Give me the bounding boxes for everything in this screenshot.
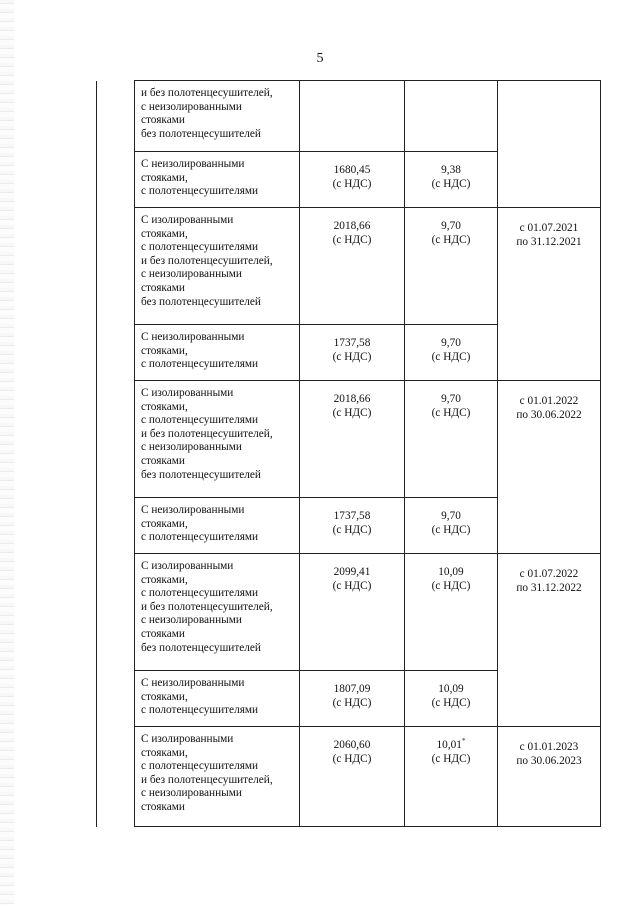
price-cell: 2018,66 (с НДС) bbox=[300, 208, 405, 325]
price-cell: 1680,45 (с НДС) bbox=[300, 152, 405, 208]
table-row bbox=[97, 727, 601, 827]
price-cell: 1737,58 (с НДС) bbox=[300, 498, 405, 554]
norm-cell: 10,09 (с НДС) bbox=[405, 554, 498, 671]
norm-cell: 9,70 (с НДС) bbox=[405, 381, 498, 498]
row-description: С изолированными стояками, с полотенцесушителями и без полотенцесушителей, с неизолированными стояками без полотенцесушителей bbox=[135, 554, 300, 671]
price-cell: 1737,58 (с НДС) bbox=[300, 325, 405, 381]
row-description: С изолированными стояками, с полотенцесушителями и без полотенцесушителей, с неизолированными стояками bbox=[135, 727, 300, 827]
norm-cell: 10,01* (с НДС) bbox=[405, 727, 498, 827]
period-cell: с 01.01.2023 по 30.06.2023 bbox=[498, 727, 601, 827]
price-cell: 2018,66 (с НДС) bbox=[300, 381, 405, 498]
row-description: и без полотенцесушителей, с неизолированными стояками без полотенцесушителей bbox=[135, 81, 300, 152]
price-cell bbox=[300, 81, 405, 152]
price-cell: 1807,09 (с НДС) bbox=[300, 671, 405, 727]
footnote-mark: * bbox=[461, 737, 466, 746]
norm-cell: 9,70 (с НДС) bbox=[405, 208, 498, 325]
table-row bbox=[97, 81, 601, 152]
scan-edge-artifact bbox=[0, 0, 14, 905]
table-row bbox=[97, 554, 601, 671]
left-blank-column bbox=[97, 81, 135, 827]
price-cell: 2099,41 (с НДС) bbox=[300, 554, 405, 671]
price-cell: 2060,60 (с НДС) bbox=[300, 727, 405, 827]
norm-cell: 9,70 (с НДС) bbox=[405, 325, 498, 381]
norm-cell: 9,70 (с НДС) bbox=[405, 498, 498, 554]
row-description: С изолированными стояками, с полотенцесушителями и без полотенцесушителей, с неизолированными стояками без полотенцесушителей bbox=[135, 381, 300, 498]
table-row bbox=[97, 208, 601, 325]
period-cell: с 01.01.2022 по 30.06.2022 bbox=[498, 381, 601, 554]
row-description: С неизолированными стояками, с полотенцесушителями bbox=[135, 325, 300, 381]
period-cell: с 01.07.2021 по 31.12.2021 bbox=[498, 208, 601, 381]
norm-cell bbox=[405, 81, 498, 152]
table-row bbox=[97, 381, 601, 498]
norm-cell: 10,09 (с НДС) bbox=[405, 671, 498, 727]
page-number: 5 bbox=[316, 51, 324, 66]
period-cell: с 01.07.2022 по 31.12.2022 bbox=[498, 554, 601, 727]
row-description: С неизолированными стояками, с полотенцесушителями bbox=[135, 498, 300, 554]
tariff-table bbox=[96, 80, 601, 827]
row-description: С неизолированными стояками, с полотенцесушителями bbox=[135, 671, 300, 727]
row-description: С изолированными стояками, с полотенцесушителями и без полотенцесушителей, с неизолированными стояками без полотенцесушителей bbox=[135, 208, 300, 325]
period-cell bbox=[498, 81, 601, 208]
row-description: С неизолированными стояками, с полотенцесушителями bbox=[135, 152, 300, 208]
norm-cell: 9,38 (с НДС) bbox=[405, 152, 498, 208]
